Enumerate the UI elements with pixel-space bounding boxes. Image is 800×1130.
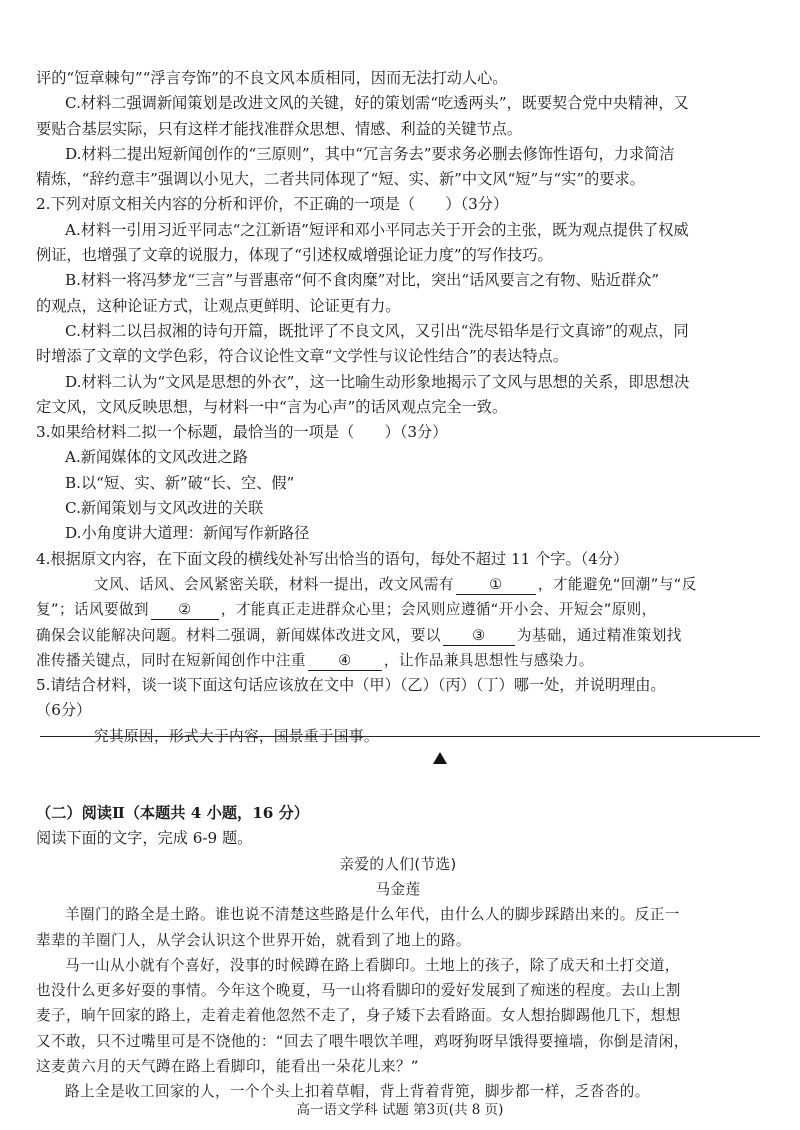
q4-text: ，才能真正走进群众心里；会风则应遵循“开小会、开短会”原则， (220, 601, 657, 619)
q3-option-c: C.新闻策划与文风改进的关联 (65, 499, 264, 518)
story-title: 亲爱的人们(节选) (339, 855, 457, 873)
answer-blank-3[interactable]: ③ (443, 626, 515, 646)
story-paragraph: 羊圈门的路全是土路。谁也说不清楚这些路是什么年代，由什么人的脚步踩踏出来的。反正一 (65, 906, 680, 924)
q4-text: 为基础，通过精准策划找 (516, 626, 682, 644)
q2-option-d: D.材料二认为“文风是思想的外衣”，这一比喻生动形象地揭示了文风与思想的关系，即思想决 (65, 372, 690, 391)
story-paragraph-cont: 辈辈的羊圈门人，从学会认识这个世界开始，就看到了地上的路。 (36, 931, 471, 949)
q4-text: 准传播关键点，同时在短新闻创作中注重 (36, 651, 306, 669)
triangle-icon (433, 752, 447, 764)
divider-line (40, 736, 760, 737)
q3-option-a: A.新闻媒体的文风改进之路 (65, 448, 248, 467)
spacer (36, 771, 760, 801)
q1-option-c: C.材料二强调新闻策划是改进文风的关键，好的策划需“吃透两头”，既要契合党中央精神，又 (65, 94, 689, 113)
q3-option-d: D.小角度讲大道理：新闻写作新路径 (65, 524, 310, 543)
q5-score: （6分） (36, 701, 92, 720)
q2-option-c: C.材料二以吕叔湘的诗句开篇，既批评了不良文风，又引出“洗尽铅华是行文真谛”的观点，同 (65, 321, 689, 340)
option-b-continuation: 评的“饾章棘句”“浮言夸饰”的不良文风本质相同，因而无法打动人心。 (36, 69, 508, 87)
q5-quote: 究其原因，形式大于内容，国景重于国事。 (94, 727, 379, 745)
q3-stem: 3.如果给材料二拟一个标题，最恰当的一项是（ ）（3分） (36, 423, 448, 442)
q4-passage-line (36, 648, 760, 673)
q4-text: ，才能避免“回潮”与“反 (537, 575, 697, 593)
q2-option-c-cont: 时增添了文章的文学色彩，符合议论性文章“文学性与议论性结合”的表达特点。 (36, 347, 568, 366)
answer-blank-4[interactable]: ④ (308, 651, 382, 671)
section-separator (36, 749, 760, 771)
story-paragraph-cont: 也没什么更多好耍的事情。今年这个晚夏，马一山将看脚印的爱好发展到了痴迷的程度。去山上割 (36, 982, 681, 1000)
q2-option-a-cont: 例证，也增强了文章的说服力，体现了“引述权威增强论证力度”的写作技巧。 (36, 246, 553, 265)
q2-option-b-cont: 的观点，这种论证方式，让观点更鲜明、论证更有力。 (36, 296, 401, 315)
story-paragraph-cont: 麦子，晌午回家的路上，走着走着他忽然不走了，身子矮下去看路面。女人想抬脚踢他几下，想想 (36, 1007, 681, 1025)
answer-blank-2[interactable]: ② (151, 600, 219, 620)
section2-heading: （二）阅读Ⅱ（本题共 4 小题，16 分） (36, 804, 309, 823)
q4-text: ，让作品兼具思想性与感染力。 (383, 651, 594, 669)
q5-stem: 5.请结合材料，谈一谈下面这句话应该放在文中（甲）（乙）（丙）（丁）哪一处，并说明理由。 (36, 676, 666, 695)
story-paragraph: 马一山从小就有个喜好，没事的时候蹲在路上看脚印。土地上的孩子，除了成天和土打交道， (65, 956, 680, 974)
q3-option-b: B.以“短、实、新”破“长、空、假” (65, 473, 295, 492)
story-paragraph-cont: 又不敢，只不过嘴里可是不饶他的：“回去了喂牛喂饮羊哩，鸡呀狗呀早饿得要撞墙，你倒是清闲， (36, 1032, 689, 1050)
q1-option-d: D.材料二提出短新闻创作的“三原则”，其中“冗言务去”要求务必删去修饰性语句，力求简洁 (65, 144, 675, 163)
page-footer: 高一语文学科 试题 第3页(共 8 页) (296, 1102, 504, 1118)
story-paragraph-cont: 这麦黄六月的天气蹲在路上看脚印，能看出一朵花儿来？” (36, 1057, 419, 1075)
q1-option-d-cont: 精炼，“辞约意丰”强调以小见大，二者共同体现了“短、实、新”中文风“短”与“实”的要求。 (36, 170, 645, 189)
q4-passage-line (36, 572, 760, 597)
q2-option-b: B.材料一将冯梦龙“三言”与晋惠帝“何不食肉糜”对比，突出“话风要言之有物、贴近群众” (65, 271, 660, 290)
q4-text: 复”；话风要做到 (36, 601, 149, 619)
answer-blank-1[interactable]: ① (456, 575, 536, 595)
q2-stem: 2.下列对原文相关内容的分析和评价，不正确的一项是（ ）（3分） (36, 195, 509, 214)
section2-instruction: 阅读下面的文字，完成 6-9 题。 (36, 829, 253, 848)
q4-stem: 4.根据原文内容，在下面文段的横线处补写出恰当的语句，每处不超过 11 个字。（4分） (36, 549, 629, 568)
q4-passage-line (36, 623, 760, 648)
q2-option-d-cont: 定文风，文风反映思想，与材料一中“言为心声”的话风观点完全一致。 (36, 397, 508, 416)
q2-option-a: A.材料一引用习近平同志“之江新语”短评和邓小平同志关于开会的主张，既为观点提供了权威 (65, 220, 689, 239)
story-author: 马金莲 (375, 880, 421, 898)
q1-option-c-cont: 要贴合基层实际，只有这样才能找准群众思想、情感、利益的关键节点。 (36, 119, 522, 138)
q4-text: 文风、话风、会风紧密关联，材料一提出，改文风需有 (94, 575, 454, 593)
q4-passage-line (36, 597, 760, 622)
q4-text: 确保会议能解决问题。材料二强调，新闻媒体改进文风，要以 (36, 626, 441, 644)
story-paragraph: 路上全是收工回家的人，一个个头上扣着草帽，背上背着背篼，脚步都一样，乏沓沓的。 (65, 1083, 650, 1101)
